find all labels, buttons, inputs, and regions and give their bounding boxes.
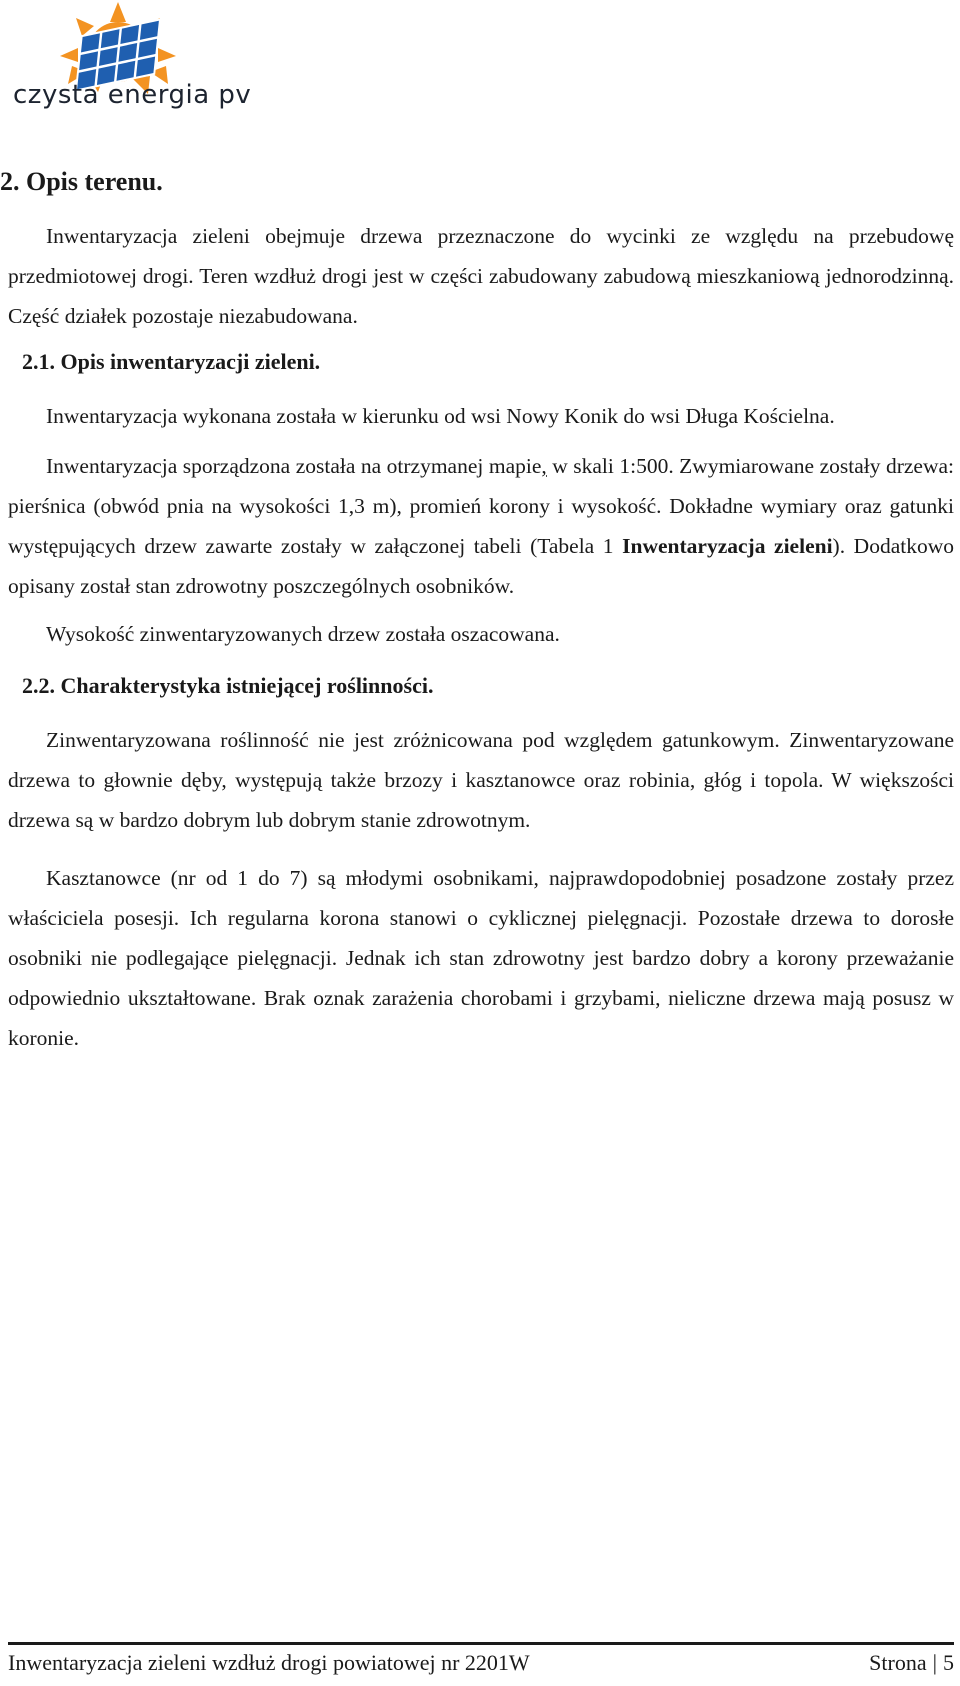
measurements-comma: ,: [541, 454, 547, 478]
subsection-heading-2-2: 2.2. Charakterystyka istniejącej roślinności.: [22, 673, 434, 698]
subsection-heading-2-1: 2.1. Opis inwentaryzacji zieleni.: [22, 349, 321, 374]
measurements-text-3: ). Dodatkowo opisany został stan zdrowotny poszczególnych osobników.: [8, 534, 954, 598]
document-body: [0, 158, 954, 1058]
page-label: Strona: [869, 1650, 927, 1675]
measurements-text-1: Inwentaryzacja sporządzona została na otrzymanej mapie: [46, 454, 542, 478]
paragraph-measurements: [8, 446, 954, 606]
section-paragraph: Inwentaryzacja zieleni obejmuje drzewa przeznaczone do wycinki ze względu na przebudowę przedmiotowej drogi. Teren wzdłuż drogi jest w części zabudowany zabudową mieszkaniową jednorodzinną. Część działek pozostaje niezabudowana.: [8, 224, 954, 328]
page-number: 5: [943, 1650, 954, 1675]
company-logo: [8, 0, 252, 118]
table-reference: Inwentaryzacja zieleni: [622, 534, 833, 558]
measurements-text-2: w skali 1:500. Zwymiarowane zostały drzewa: pierśnica (obwód pnia na wysokości 1,3 m), promień korony i wysokość. Dokładne wymiary oraz gatunki występujących drzew zawarte zostały w załączonej tabeli (Tabela 1: [8, 454, 954, 558]
paragraph-height-estimate: Wysokość zinwentaryzowanych drzew została oszacowana.: [46, 622, 560, 646]
page-separator: |: [932, 1650, 937, 1675]
page-footer: [8, 1650, 954, 1676]
section-heading: 2. Opis terenu.: [0, 167, 163, 196]
footer-divider: [8, 1642, 954, 1645]
paragraph-vegetation: Zinwentaryzowana roślinność nie jest zróżnicowana pod względem gatunkowym. Zinwentaryzowane drzewa to głownie dęby, występują także brzozy i kasztanowce oraz robinia, głóg i topola. W większości drzewa są w bardzo dobrym lub dobrym stanie zdrowotnym.: [8, 728, 954, 832]
logo-wordmark: czysta energia pv: [13, 80, 252, 110]
paragraph-chestnuts: Kasztanowce (nr od 1 do 7) są młodymi osobnikami, najprawdopodobniej posadzone zostały przez właściciela posesji. Ich regularna korona stanowi o cyklicznej pielęgnacji. Pozostałe drzewa to dorosłe osobniki nie podlegające pielęgnacji. Jednak ich stan zdrowotny jest bardzo dobry a korony przeważanie odpowiednio ukształtowane. Brak oznak zarażenia chorobami i grzybami, nieliczne drzewa mają posusz w koronie.: [8, 866, 954, 1050]
paragraph-direction: Inwentaryzacja wykonana została w kierunku od wsi Nowy Konik do wsi Długa Kościelna.: [46, 404, 835, 428]
footer-page-info: [869, 1650, 954, 1676]
footer-title: Inwentaryzacja zieleni wzdłuż drogi powiatowej nr 2201W: [8, 1650, 530, 1675]
